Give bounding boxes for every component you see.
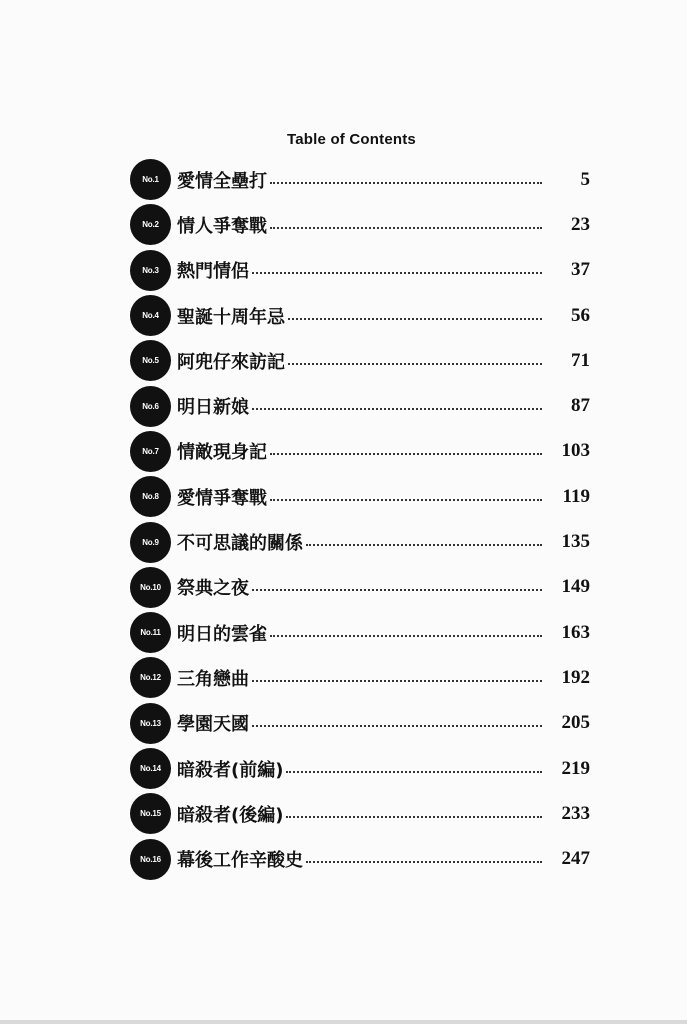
chapter-title: 阿兜仔來訪記: [177, 351, 285, 373]
chapter-number-badge: No.15: [130, 793, 171, 834]
toc-entry-7[interactable]: [130, 429, 590, 474]
toc-list: [130, 157, 590, 882]
toc-entry-15[interactable]: [130, 791, 590, 836]
dot-leader: [288, 363, 542, 365]
page-number: 71: [571, 349, 590, 371]
chapter-title: 幕後工作辛酸史: [177, 850, 303, 872]
toc-entry-16[interactable]: [130, 836, 590, 881]
dot-leader: [252, 408, 542, 410]
toc-entry-8[interactable]: [130, 474, 590, 519]
chapter-title: 明日新娘: [177, 397, 249, 419]
dot-leader: [286, 771, 542, 773]
dot-leader: [286, 816, 542, 818]
dot-leader: [252, 680, 542, 682]
chapter-number-badge: No.16: [130, 839, 171, 880]
dot-leader: [270, 227, 542, 229]
chapter-title: 情敵現身記: [177, 442, 267, 464]
page-number: 205: [561, 712, 590, 734]
dot-leader: [270, 453, 542, 455]
page-number: 149: [561, 576, 590, 598]
chapter-number-badge: No.9: [130, 522, 171, 563]
chapter-number-badge: No.3: [130, 250, 171, 291]
chapter-title: 聖誕十周年忌: [177, 306, 285, 328]
chapter-number-badge: No.1: [130, 159, 171, 200]
page-number: 247: [561, 848, 590, 870]
chapter-number-badge: No.6: [130, 386, 171, 427]
page-number: 23: [571, 213, 590, 235]
chapter-number-badge: No.5: [130, 340, 171, 381]
page-number: 119: [562, 485, 590, 507]
chapter-number-badge: No.11: [130, 612, 171, 653]
page-number: 5: [580, 168, 590, 190]
toc-entry-12[interactable]: [130, 655, 590, 700]
page-number: 192: [561, 666, 590, 688]
chapter-title: 暗殺者(後編): [177, 804, 284, 826]
toc-entry-11[interactable]: [130, 610, 590, 655]
toc-entry-3[interactable]: [130, 248, 590, 293]
dot-leader: [306, 544, 542, 546]
chapter-title: 愛情爭奪戰: [177, 487, 267, 509]
toc-entry-2[interactable]: [130, 202, 590, 247]
dot-leader: [252, 589, 542, 591]
chapter-number-badge: No.14: [130, 748, 171, 789]
toc-title: Table of Contents: [287, 131, 416, 148]
page-number: 233: [561, 802, 590, 824]
toc-entry-10[interactable]: [130, 565, 590, 610]
chapter-number-badge: No.7: [130, 431, 171, 472]
dot-leader: [252, 725, 542, 727]
chapter-title: 學園天國: [177, 714, 249, 736]
dot-leader: [270, 499, 542, 501]
chapter-title: 熱門情侶: [177, 261, 249, 283]
page-number: 163: [561, 621, 590, 643]
chapter-number-badge: No.2: [130, 204, 171, 245]
chapter-title: 不可思議的關係: [177, 533, 303, 555]
chapter-number-badge: No.4: [130, 295, 171, 336]
chapter-number-badge: No.13: [130, 703, 171, 744]
chapter-title: 明日的雲雀: [177, 623, 267, 645]
chapter-number-badge: No.12: [130, 657, 171, 698]
chapter-title: 愛情全壘打: [177, 170, 267, 192]
toc-entry-9[interactable]: [130, 519, 590, 564]
dot-leader: [252, 272, 542, 274]
page-number: 37: [571, 259, 590, 281]
dot-leader: [270, 182, 542, 184]
toc-entry-13[interactable]: [130, 701, 590, 746]
chapter-title: 暗殺者(前編): [177, 759, 284, 781]
chapter-title: 三角戀曲: [177, 668, 249, 690]
toc-entry-6[interactable]: [130, 383, 590, 428]
page-number: 219: [561, 757, 590, 779]
dot-leader: [288, 318, 542, 320]
toc-entry-14[interactable]: [130, 746, 590, 791]
page-number: 103: [561, 440, 590, 462]
page-number: 135: [561, 531, 590, 553]
dot-leader: [270, 635, 542, 637]
toc-entry-5[interactable]: [130, 338, 590, 383]
dot-leader: [306, 861, 542, 863]
page-number: 87: [571, 395, 590, 417]
chapter-title: 祭典之夜: [177, 578, 249, 600]
toc-entry-1[interactable]: [130, 157, 590, 202]
chapter-number-badge: No.10: [130, 567, 171, 608]
page-number: 56: [571, 304, 590, 326]
toc-entry-4[interactable]: [130, 293, 590, 338]
page-bottom-edge: [0, 1020, 687, 1024]
chapter-number-badge: No.8: [130, 476, 171, 517]
chapter-title: 情人爭奪戰: [177, 215, 267, 237]
